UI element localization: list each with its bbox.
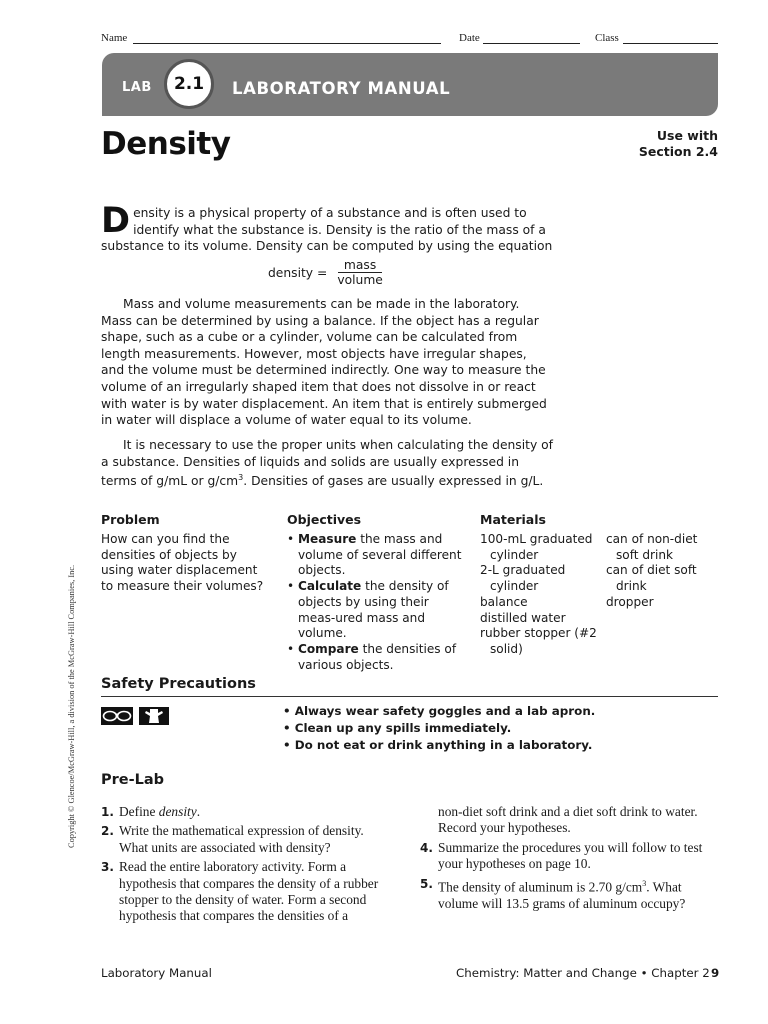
units-superscript: 3 bbox=[238, 473, 244, 483]
manual-title: LABORATORY MANUAL bbox=[232, 79, 451, 98]
material-item: distilled water bbox=[480, 610, 566, 625]
materials-list-1 bbox=[480, 532, 598, 658]
objective-item: • Measure the mass and volume of several different objects. bbox=[287, 532, 462, 578]
safety-item: • Always wear safety goggles and a lab apron. bbox=[283, 704, 596, 718]
intro-paragraph-3 bbox=[101, 437, 553, 490]
safety-icons bbox=[101, 707, 169, 729]
safety-rule bbox=[101, 696, 718, 697]
prelab-item-3: 3. Read the entire laboratory activity. Form a hypothesis that compares the density of a rubber stopper to the density of water. Form a second hypothesis that compares the densities of a bbox=[101, 859, 379, 924]
objective-item: • Calculate the density of objects by using their meas-ured mass and volume. bbox=[287, 579, 449, 641]
objectives-heading: Objectives bbox=[287, 512, 362, 527]
prelab-item-1: 1. Define density. bbox=[101, 804, 201, 819]
materials-list-2 bbox=[606, 532, 716, 611]
safety-item: • Do not eat or drink anything in a laboratory. bbox=[283, 738, 593, 752]
materials-heading: Materials bbox=[480, 512, 546, 527]
equation-numerator: mass bbox=[338, 258, 382, 273]
class-label: Class bbox=[595, 32, 619, 44]
material-item: rubber stopper (#2 solid) bbox=[480, 626, 597, 656]
safety-list bbox=[283, 703, 595, 754]
copyright-notice: Copyright © Glencoe/McGraw-Hill, a division of the McGraw-Hill Companies, Inc. bbox=[67, 564, 76, 848]
class-field[interactable] bbox=[623, 43, 718, 44]
equation-fraction bbox=[333, 258, 387, 288]
safety-item: • Clean up any spills immediately. bbox=[283, 721, 512, 735]
objective-item: • Compare the densities of various objects. bbox=[287, 641, 457, 672]
name-field[interactable] bbox=[133, 43, 441, 44]
intro-text: ensity is a physical property of a substance and is often used to identify what the substance is. Density is the ratio of the mass of a substance to its volume. Density can be computed by using the equation bbox=[101, 206, 553, 254]
goggles-icon bbox=[101, 707, 133, 729]
material-item: can of diet soft drink bbox=[606, 563, 697, 594]
problem-heading: Problem bbox=[101, 512, 160, 527]
drop-cap: D bbox=[101, 201, 131, 241]
page-number: 9 bbox=[711, 966, 720, 980]
use-with-line1: Use with bbox=[656, 128, 718, 143]
units-text-a: It is necessary to use the proper units when calculating the density of a substance. Densities of liquids and solids are usually expressed in terms of g/mL or g/cm bbox=[101, 438, 553, 489]
date-label: Date bbox=[459, 32, 480, 44]
safety-heading: Safety Precautions bbox=[101, 676, 256, 692]
equation-lhs: density = bbox=[268, 266, 328, 280]
prelab-item-3-cont: non-diet soft drink and a diet soft drink to water. Record your hypotheses. bbox=[438, 804, 698, 836]
use-with-section: Section 2.4 bbox=[638, 144, 718, 159]
intro-paragraph-2: Mass and volume measurements can be made in the laboratory. Mass can be determined by using a balance. If the object has a regular shape, such as a cube or a cylinder, volume can be calculated from length measurements. However, most objects have irregular shapes, and the volume must be determined indirectly. One way to measure the volume of an irregularly shaped item that does not dissolve in or react with water is by water displacement. An item that is entirely submerged in water will displace a volume of water equal to its volume. bbox=[101, 297, 547, 428]
material-item: 2-L graduated cylinder bbox=[480, 563, 566, 594]
lab-label: LAB bbox=[122, 80, 152, 95]
footer-left: Laboratory Manual bbox=[101, 966, 212, 980]
objectives-list bbox=[287, 532, 465, 673]
date-field[interactable] bbox=[483, 43, 580, 44]
intro-paragraph-1 bbox=[101, 201, 553, 255]
prelab-heading: Pre-Lab bbox=[101, 772, 165, 788]
material-item: 100-mL graduated cylinder bbox=[480, 532, 593, 562]
equation-denominator: volume bbox=[337, 273, 383, 287]
name-label: Name bbox=[101, 32, 128, 44]
prelab-item-4: 4. Summarize the procedures you will follow to test your hypotheses on page 10. bbox=[420, 839, 703, 872]
lab-number-badge bbox=[164, 59, 214, 109]
units-text-b: . Densities of gases are usually expressed in g/L. bbox=[243, 474, 544, 489]
use-with-note bbox=[639, 128, 718, 160]
problem-text: How can you find the densities of objects by using water displacement to measure their volumes? bbox=[101, 532, 264, 594]
prelab-item-2: 2. Write the mathematical expression of density. What units are associated with density? bbox=[101, 823, 364, 855]
prelab-column-right bbox=[420, 804, 718, 915]
density-equation bbox=[268, 258, 387, 288]
lab-number: 2.1 bbox=[173, 74, 205, 94]
material-item: can of non-diet soft drink bbox=[606, 532, 698, 562]
apron-icon bbox=[139, 707, 169, 729]
lab-banner bbox=[102, 53, 718, 116]
footer-chapter: Chemistry: Matter and Change • Chapter 2 bbox=[456, 966, 710, 980]
material-item: dropper bbox=[606, 594, 654, 609]
page-title: Density bbox=[101, 126, 231, 162]
prelab-item-5: 5. The density of aluminum is 2.70 $g/cm^3$. What volume will 13.5 grams of aluminum occupy? bbox=[420, 876, 686, 911]
prelab-column-left bbox=[101, 804, 391, 928]
material-item: balance bbox=[480, 594, 528, 609]
